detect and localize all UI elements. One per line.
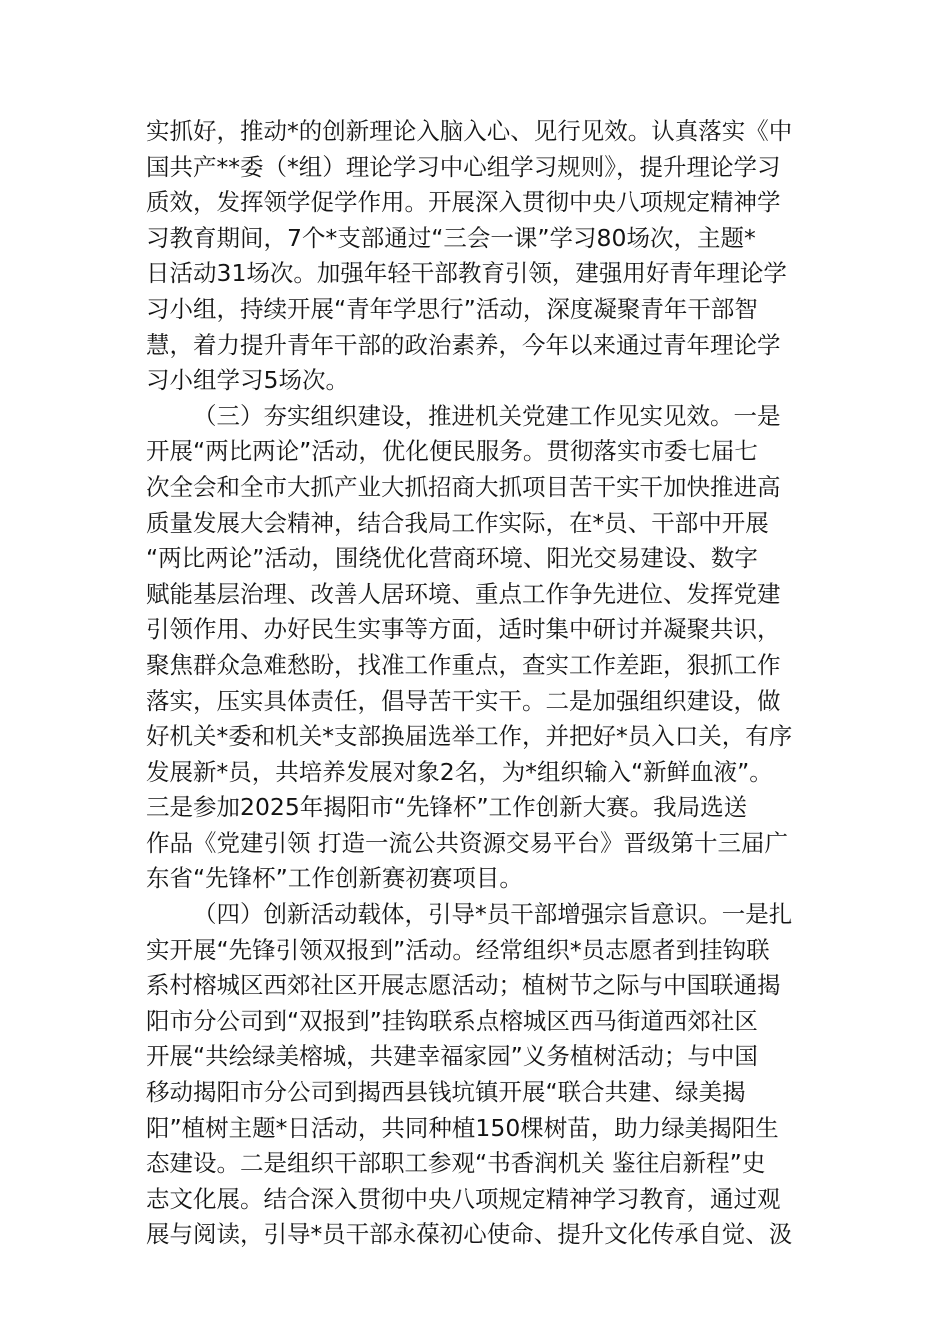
- text-line-1: 实抓好，推动*的创新理论入脑入心、见行见效。认真落实《中: [146, 117, 793, 145]
- text-line-10: 开展“两比两论”活动，优化便民服务。贯彻落实市委七届七: [146, 437, 758, 466]
- text-line-29: 阳”植树主题*日活动，共同种植150棵树苗，助力绿美揭阳生: [146, 1113, 779, 1142]
- text-line-20: 三是参加2025年揭阳市“先锋杯”工作创新大赛。我局选送: [146, 793, 748, 822]
- text-line-14: 赋能基层治理、改善人居环境、重点工作争先进位、发挥党建: [146, 579, 781, 608]
- text-line-17: 落实，压实具体责任，倡导苦干实干。二是加强组织建设，做: [146, 686, 781, 715]
- text-line-26: 阳市分公司到“双报到”挂钩联系点榕城区西马街道西郊社区: [146, 1006, 758, 1035]
- section-heading-3: （三）夯实组织建设，推进机关党建工作见实见效。一是: [193, 401, 781, 430]
- text-line-21: 作品《党建引领 打造一流公共资源交易平台》晋级第十三届广: [146, 828, 788, 857]
- text-line-12: 质量发展大会精神，结合我局工作实际，在*员、干部中开展: [146, 508, 769, 537]
- text-line-7: 慧，着力提升青年干部的政治素养，今年以来通过青年理论学: [146, 330, 781, 359]
- text-line-3: 质效，发挥领学促学作用。开展深入贯彻中央八项规定精神学: [146, 188, 781, 217]
- text-line-18: 好机关*委和机关*支部换届选举工作，并把好*员入口关，有序: [146, 722, 793, 751]
- document-body: [146, 114, 826, 1253]
- section-heading-4: （四）创新活动载体，引导*员干部增强宗旨意识。一是扎: [193, 900, 793, 929]
- text-line-28: 移动揭阳市分公司到揭西县钱坑镇开展“联合共建、绿美揭: [146, 1078, 746, 1107]
- text-line-2: 国共产**委（*组）理论学习中心组学习规则》，提升理论学习: [146, 152, 781, 181]
- text-line-24: 实开展“先锋引领双报到”活动。经常组织*员志愿者到挂钩联: [146, 935, 770, 964]
- text-line-11: 次全会和全市大抓产业大抓招商大抓项目苦干实干加快推进高: [146, 472, 781, 501]
- text-line-25: 系村榕城区西郊社区开展志愿活动；植树节之际与中国联通揭: [146, 971, 781, 1000]
- text-line-27: 开展“共绘绿美榕城，共建幸福家园”义务植树活动；与中国: [146, 1042, 758, 1071]
- text-line-8: 习小组学习5场次。: [146, 366, 349, 395]
- text-line-15: 引领作用、办好民生实事等方面，适时集中研讨并凝聚共识，: [146, 615, 781, 644]
- text-line-13: “两比两论”活动，围绕优化营商环境、阳光交易建设、数字: [146, 544, 758, 573]
- text-line-19: 发展新*员，共培养发展对象2名，为*组织输入“新鲜血液”。: [146, 757, 773, 786]
- text-line-16: 聚焦群众急难愁盼，找准工作重点，查实工作差距，狠抓工作: [146, 650, 781, 679]
- text-line-30: 态建设。二是组织干部职工参观“书香润机关 鉴往启新程”史: [146, 1149, 766, 1178]
- text-line-5: 日活动31场次。加强年轻干部教育引领，建强用好青年理论学: [146, 259, 787, 288]
- text-line-31: 志文化展。结合深入贯彻中央八项规定精神学习教育，通过观: [146, 1184, 781, 1213]
- text-line-6: 习小组，持续开展“青年学思行”活动，深度凝聚青年干部智: [146, 294, 758, 323]
- text-line-4: 习教育期间，7个*支部通过“三会一课”学习80场次，主题*: [146, 223, 756, 252]
- text-line-22: 东省“先锋杯”工作创新赛初赛项目。: [146, 864, 523, 893]
- text-line-32: 展与阅读，引导*员干部永葆初心使命、提升文化传承自觉、汲: [146, 1220, 793, 1249]
